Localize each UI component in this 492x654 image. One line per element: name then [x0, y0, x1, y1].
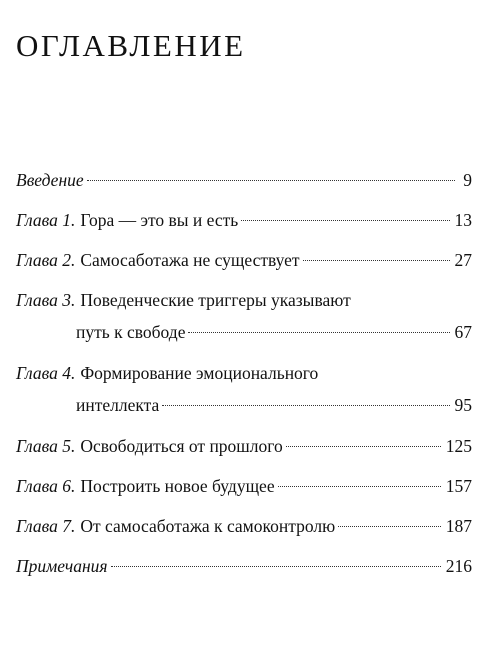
toc-page-number: 67 [454, 322, 472, 342]
toc-page-number: 95 [454, 395, 472, 415]
dot-leader [338, 526, 441, 527]
toc-entry-notes[interactable] [16, 550, 472, 582]
dot-leader [87, 180, 455, 181]
toc-page-number: 27 [454, 250, 472, 270]
toc-entry-chapter-5[interactable] [16, 430, 472, 462]
chapter-title: Построить новое будущее [80, 476, 275, 496]
toc-entry-introduction[interactable] [16, 164, 472, 196]
toc-entry-chapter-7[interactable] [16, 510, 472, 542]
toc-entry-chapter-3[interactable] [16, 284, 472, 348]
toc-entry-chapter-6[interactable] [16, 470, 472, 502]
toc-entry-label: Примечания [16, 556, 108, 576]
dot-leader [303, 260, 450, 261]
chapter-title: Гора — это вы и есть [80, 210, 239, 230]
dot-leader [111, 566, 441, 567]
dot-leader [241, 220, 449, 221]
chapter-title: Формирование эмоционального [80, 363, 319, 383]
chapter-title-continuation: интеллекта [76, 395, 160, 415]
toc-page-number: 157 [445, 476, 472, 496]
chapter-number: Глава 4. [16, 363, 76, 383]
toc-entry-chapter-2[interactable] [16, 244, 472, 276]
chapter-number: Глава 1. [16, 210, 76, 230]
chapter-number: Глава 3. [16, 290, 76, 310]
chapter-number: Глава 2. [16, 250, 76, 270]
chapter-title: Поведенческие триггеры указывают [80, 290, 351, 310]
dot-leader [286, 446, 441, 447]
toc-page-number: 216 [445, 556, 472, 576]
chapter-title: Самосаботажа не существует [80, 250, 300, 270]
dot-leader [278, 486, 441, 487]
toc-page-number: 187 [445, 516, 472, 536]
chapter-title: Освободиться от прошлого [80, 436, 283, 456]
toc-page-number: 125 [445, 436, 472, 456]
chapter-number: Глава 6. [16, 476, 76, 496]
chapter-number: Глава 5. [16, 436, 76, 456]
toc-entry-label: Введение [16, 170, 84, 190]
toc-page-number: 13 [454, 210, 472, 230]
page-title: ОГЛАВЛЕНИЕ [16, 28, 246, 63]
toc-entry-chapter-4[interactable] [16, 357, 472, 421]
toc-page-number: 9 [463, 170, 472, 190]
toc-entry-chapter-1[interactable] [16, 204, 472, 236]
chapter-title-continuation: путь к свободе [76, 322, 186, 342]
dot-leader [162, 405, 449, 406]
dot-leader [188, 332, 449, 333]
chapter-number: Глава 7. [16, 516, 76, 536]
table-of-contents [16, 164, 472, 590]
chapter-title: От самосаботажа к самоконтролю [80, 516, 336, 536]
